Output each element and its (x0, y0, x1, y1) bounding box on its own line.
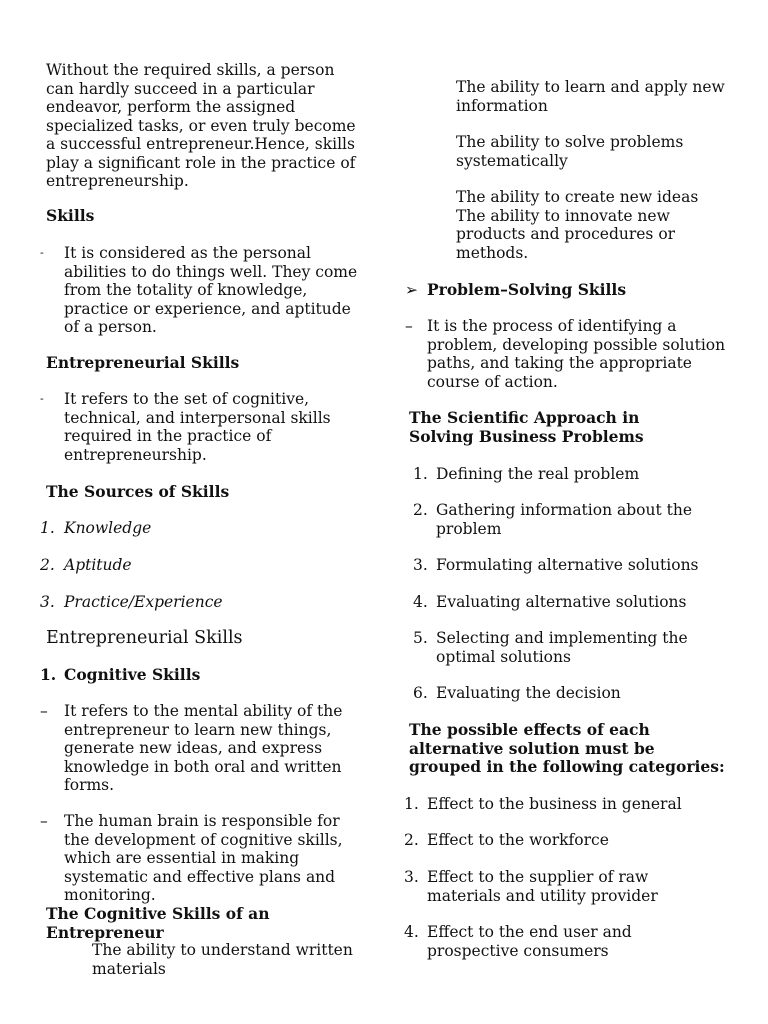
source-text: Knowledge (64, 519, 152, 537)
step-text: Formulating alternative solutions (436, 556, 699, 574)
step-number: 1. (413, 465, 428, 483)
effect-item (404, 868, 754, 905)
bullet-marker: - (40, 392, 44, 405)
effect-text: Effect to the end user and prospective consumers (427, 923, 632, 960)
ability-item: The ability to solve problems systematically (456, 133, 684, 170)
effect-number: 1. (404, 795, 419, 813)
source-text: Aptitude (64, 556, 132, 574)
effect-text: Effect to the workforce (427, 831, 609, 849)
effect-text: Effect to the business in general (427, 795, 682, 813)
effect-item (404, 923, 754, 960)
source-number: 3. (40, 593, 55, 611)
step-item (413, 629, 743, 666)
effect-text: Effect to the supplier of raw materials and utility provider (427, 868, 658, 905)
entrepreneurial-skills-bullet-text: It refers to the set of cognitive, technical, and interpersonal skills required in the practice of entrepreneurship. (64, 390, 331, 464)
effect-number: 2. (404, 831, 419, 849)
step-item (413, 684, 743, 703)
step-text: Selecting and implementing the optimal solutions (436, 629, 688, 666)
step-number: 6. (413, 684, 428, 702)
problem-solving-bullet (405, 317, 745, 391)
cognitive-skills-heading (40, 666, 340, 685)
step-item (413, 556, 743, 575)
step-text: Defining the real problem (436, 465, 640, 483)
effect-number: 3. (404, 868, 419, 886)
source-item (40, 593, 340, 612)
bullet-marker: - (40, 246, 44, 259)
source-item (40, 556, 340, 575)
step-number: 3. (413, 556, 428, 574)
problem-solving-bullet-text: It is the process of identifying a problem, developing possible solution paths, and taking the appropriate course of action. (427, 317, 726, 391)
ability-item: The ability to understand written materials (92, 941, 353, 978)
cognitive-heading-text: Cognitive Skills (64, 665, 201, 684)
bullet-marker: – (40, 702, 48, 720)
cognitive-bullet (40, 702, 370, 795)
cognitive-bullet-text: It refers to the mental ability of the entrepreneur to learn new things, generate new ideas, and express knowledge in both oral and written forms. (64, 702, 343, 794)
ability-item: The ability to create new ideas The ability to innovate new products and procedures or methods. (456, 188, 699, 262)
entrepreneurial-skills-bullet (40, 390, 370, 464)
source-number: 2. (40, 556, 55, 574)
step-text: Evaluating alternative solutions (436, 593, 687, 611)
effect-item (404, 795, 754, 814)
cognitive-skills-of-entrepreneur-heading: The Cognitive Skills of an Entrepreneur (46, 904, 270, 942)
bullet-marker: – (405, 317, 413, 335)
step-item (413, 593, 743, 612)
intro-paragraph: Without the required skills, a person can hardly succeed in a particular endeavor, perform the assigned specialized tasks, or even truly become a successful entrepreneur.Hence, skills play a significant role in the practice of entrepreneurship. (46, 61, 356, 190)
cognitive-bullet (40, 812, 370, 905)
effects-heading: The possible effects of each alternative solution must be grouped in the following categories: (409, 720, 725, 776)
step-text: Evaluating the decision (436, 684, 621, 702)
skills-heading: Skills (46, 206, 95, 225)
effect-item (404, 831, 754, 850)
problem-solving-heading (405, 281, 745, 300)
cognitive-bullet-text: The human brain is responsible for the development of cognitive skills, which are essential in making systematic and effective plans and monitoring. (64, 812, 343, 904)
step-number: 4. (413, 593, 428, 611)
bullet-marker: – (40, 812, 48, 830)
ability-item: The ability to learn and apply new information (456, 78, 725, 115)
skills-bullet-text: It is considered as the personal abilities to do things well. They come from the totality of knowledge, practice or experience, and aptitude of a person. (64, 244, 358, 336)
sources-heading: The Sources of Skills (46, 482, 230, 501)
entrepreneurial-skills-heading: Entrepreneurial Skills (46, 353, 240, 372)
step-number: 2. (413, 501, 428, 519)
step-number: 5. (413, 629, 428, 647)
source-number: 1. (40, 519, 55, 537)
problem-solving-heading-text: Problem–Solving Skills (427, 280, 627, 299)
source-text: Practice/Experience (64, 593, 223, 611)
step-item (413, 465, 743, 484)
scientific-approach-heading: The Scientific Approach in Solving Business Problems (409, 408, 644, 446)
cognitive-number: 1. (40, 665, 57, 684)
step-text: Gathering information about the problem (436, 501, 693, 538)
section-title: Entrepreneurial Skills (46, 628, 243, 648)
source-item (40, 519, 340, 538)
effect-number: 4. (404, 923, 419, 941)
step-item (413, 501, 743, 538)
skills-bullet (40, 244, 370, 337)
arrow-bullet-icon: ➢ (405, 281, 418, 299)
